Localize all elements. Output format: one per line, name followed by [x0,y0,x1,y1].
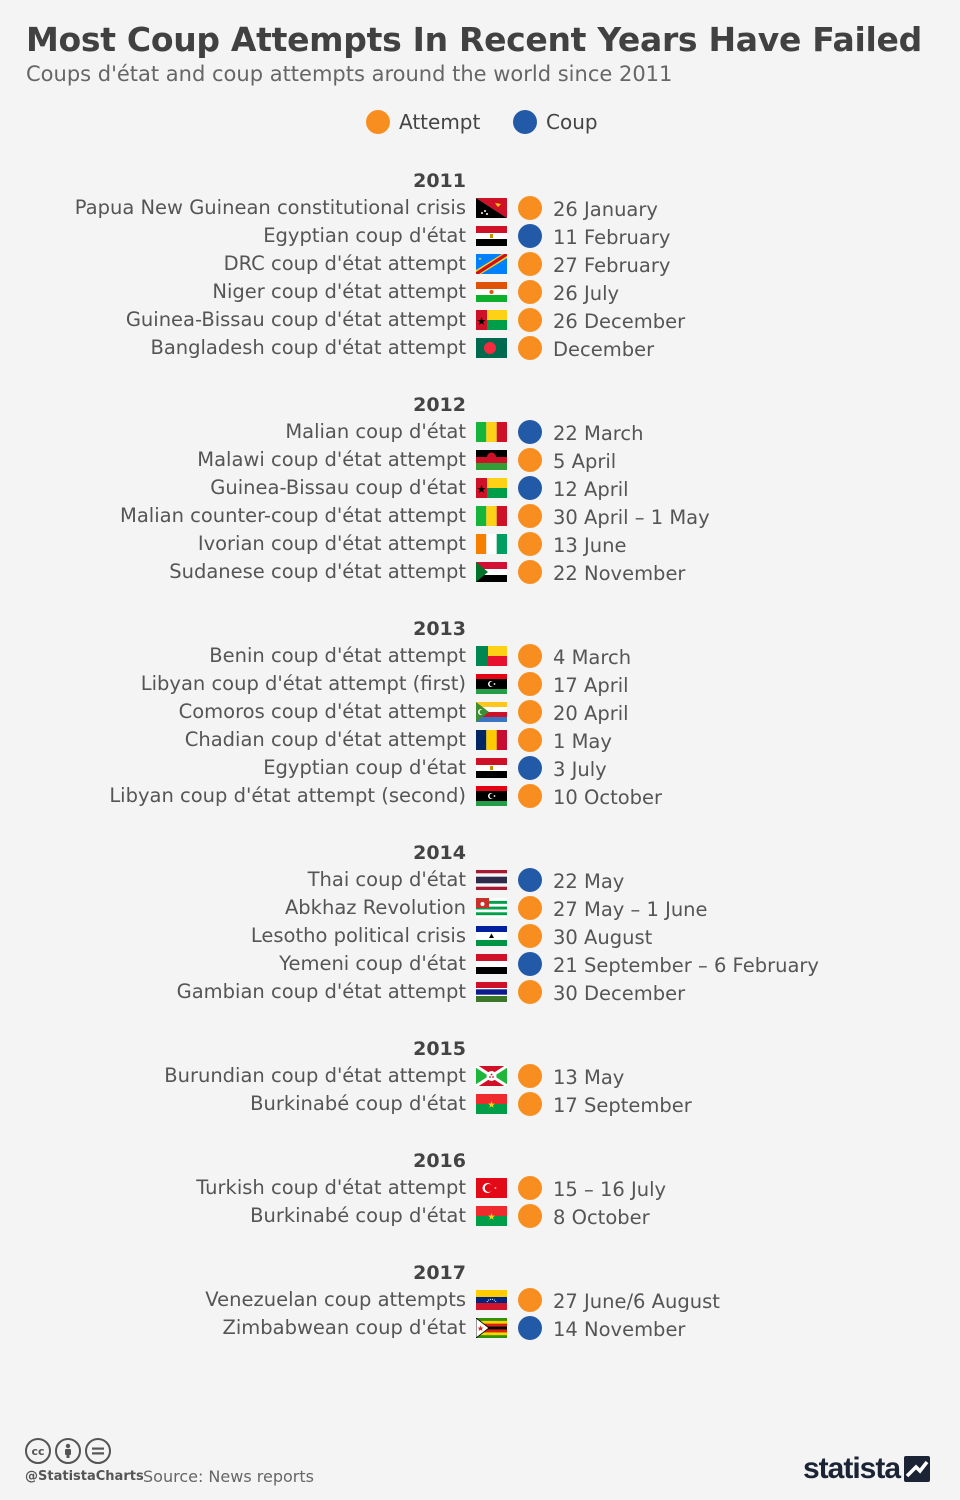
cc-icon: cc [25,1438,51,1464]
attempt-marker [518,700,542,724]
event-date: 3 July [553,758,607,781]
event-name: Malian coup d'état [285,420,466,443]
event-name: Chadian coup d'état attempt [184,728,466,751]
event-date: 30 August [553,926,653,949]
attempt-marker [518,280,542,304]
sudan-flag-icon [476,562,507,582]
event-date: 30 April – 1 May [553,506,710,529]
burundi-flag-icon [476,1066,507,1086]
year-label-2012: 2012 [413,394,466,416]
venezuela-flag-icon [476,1290,507,1310]
coup-marker [518,224,542,248]
attempt-marker [518,252,542,276]
legend-attempt-label: Attempt [399,110,481,134]
lesotho-flag-icon [476,926,507,946]
coup-marker [518,476,542,500]
event-name: Zimbabwean coup d'état [222,1316,466,1339]
event-date: 20 April [553,702,629,725]
attempt-marker [518,1092,542,1116]
benin-flag-icon [476,646,507,666]
statista-logo-icon [904,1456,930,1482]
ivory-coast-flag-icon [476,534,507,554]
statista-handle: @StatistaCharts [25,1469,144,1484]
attempt-marker [518,504,542,528]
year-label-2017: 2017 [413,1262,466,1284]
turkey-flag-icon [476,1178,507,1198]
event-date: 27 February [553,254,671,277]
event-date: 10 October [553,786,663,809]
attempt-marker [518,644,542,668]
event-name: Egyptian coup d'état [263,224,466,247]
event-date: 11 February [553,226,671,249]
event-date: 27 May – 1 June [553,898,708,921]
event-date: 4 March [553,646,632,669]
event-date: 26 January [553,198,658,221]
chart-subtitle: Coups d'état and coup attempts around the world since 2011 [26,62,673,86]
event-name: Egyptian coup d'état [263,756,466,779]
malawi-flag-icon [476,450,507,470]
attempt-marker [518,728,542,752]
guinea-bissau-flag-icon [476,478,507,498]
event-name: Thai coup d'état [307,868,466,891]
thailand-flag-icon [476,870,507,890]
event-name: Niger coup d'état attempt [212,280,466,303]
dr-congo-flag-icon [476,254,507,274]
event-name: Benin coup d'état attempt [209,644,466,667]
year-label-2013: 2013 [413,618,466,640]
year-label-2016: 2016 [413,1150,466,1172]
coup-marker [518,952,542,976]
libya-flag-icon [476,674,507,694]
event-date: 26 July [553,282,620,305]
burkina-faso-flag-icon [476,1094,507,1114]
event-name: Burkinabé coup d'état [250,1204,466,1227]
statista-logo-text: statista [803,1452,901,1485]
event-name: Guinea-Bissau coup d'état attempt [125,308,466,331]
attempt-marker [518,448,542,472]
event-name: Abkhaz Revolution [284,896,466,919]
source-note[interactable]: Source: News reports [143,1467,314,1486]
coup-marker [518,1316,542,1340]
event-date: 15 – 16 July [553,1178,667,1201]
event-date: 21 September – 6 February [553,954,819,977]
event-date: December [553,338,655,361]
attempt-marker [518,196,542,220]
event-name: Libyan coup d'état attempt (first) [140,672,466,695]
event-name: Ivorian coup d'état attempt [197,532,466,555]
attempt-marker [518,560,542,584]
attempt-marker [518,1176,542,1200]
nd-icon [85,1438,111,1464]
mali-flag-icon [476,422,507,442]
license-icons [25,1438,111,1464]
event-date: 5 April [553,450,617,473]
event-date: 22 May [553,870,625,893]
event-name: Guinea-Bissau coup d'état [210,476,466,499]
papua-new-guinea-flag-icon [476,198,507,218]
attempt-marker [518,1064,542,1088]
event-date: 13 May [553,1066,625,1089]
event-name: DRC coup d'état attempt [223,252,466,275]
coup-marker [518,756,542,780]
event-date: 30 December [553,982,686,1005]
event-date: 17 April [553,674,629,697]
event-date: 8 October [553,1206,650,1229]
burkina-faso-flag-icon [476,1206,507,1226]
event-name: Bangladesh coup d'état attempt [150,336,466,359]
attempt-marker [518,336,542,360]
coup-marker [518,420,542,444]
event-date: 22 March [553,422,644,445]
egypt-flag-icon [476,226,507,246]
event-name: Lesotho political crisis [250,924,466,947]
event-name: Libyan coup d'état attempt (second) [109,784,466,807]
event-date: 13 June [553,534,627,557]
chart-title: Most Coup Attempts In Recent Years Have Failed [26,20,922,59]
attempt-marker [518,1204,542,1228]
event-name: Malawi coup d'état attempt [197,448,466,471]
zimbabwe-flag-icon [476,1318,507,1338]
event-name: Yemeni coup d'état [279,952,466,975]
yemen-flag-icon [476,954,507,974]
attempt-marker [518,1288,542,1312]
attempt-marker [518,532,542,556]
attempt-marker [518,924,542,948]
attempt-marker [518,784,542,808]
event-name: Comoros coup d'état attempt [178,700,466,723]
year-label-2014: 2014 [413,842,466,864]
event-date: 17 September [553,1094,692,1117]
event-name: Burundian coup d'état attempt [164,1064,466,1087]
event-name: Sudanese coup d'état attempt [169,560,466,583]
year-label-2015: 2015 [413,1038,466,1060]
event-name: Malian counter-coup d'état attempt [120,504,466,527]
gambia-flag-icon [476,982,507,1002]
abkhazia-flag-icon [476,898,507,918]
event-date: 12 April [553,478,629,501]
event-name: Gambian coup d'état attempt [176,980,466,1003]
mali-flag-icon [476,506,507,526]
legend-coup-label: Coup [546,110,598,134]
statista-logo[interactable] [803,1452,930,1486]
egypt-flag-icon [476,758,507,778]
attempt-marker [518,308,542,332]
attempt-marker [518,672,542,696]
event-name: Turkish coup d'état attempt [196,1176,466,1199]
comoros-flag-icon [476,702,507,722]
event-name: Venezuelan coup attempts [205,1288,466,1311]
attempt-marker [518,896,542,920]
by-icon [55,1438,81,1464]
bangladesh-flag-icon [476,338,507,358]
year-label-2011: 2011 [413,170,466,192]
event-date: 14 November [553,1318,686,1341]
guinea-bissau-flag-icon [476,310,507,330]
chad-flag-icon [476,730,507,750]
event-date: 1 May [553,730,612,753]
attempt-marker [518,980,542,1004]
coup-marker [518,868,542,892]
event-date: 27 June/6 August [553,1290,720,1313]
event-date: 22 November [553,562,686,585]
event-name: Papua New Guinean constitutional crisis [74,196,466,219]
libya-flag-icon [476,786,507,806]
niger-flag-icon [476,282,507,302]
event-name: Burkinabé coup d'état [250,1092,466,1115]
event-date: 26 December [553,310,686,333]
